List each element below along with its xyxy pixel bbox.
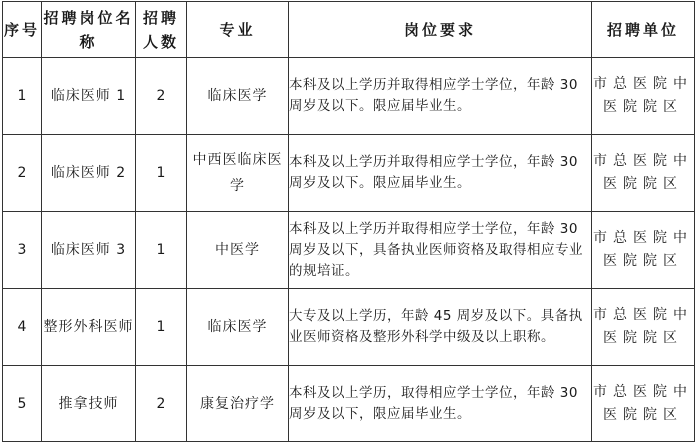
cell-count: 1: [136, 135, 187, 212]
header-post: 招聘岗位名称: [42, 2, 136, 58]
cell-no: 3: [3, 212, 42, 289]
cell-count: 1: [136, 289, 187, 366]
cell-requirement: 本科及以上学历并取得相应学士学位，年龄 30 周岁及以下。限应届毕业生。: [289, 58, 592, 135]
cell-post: 推拿技师: [42, 366, 136, 442]
table-row: [3, 58, 695, 135]
cell-major: 中医学: [187, 212, 289, 289]
cell-major: 中西医临床医学: [187, 135, 289, 212]
cell-count: 2: [136, 366, 187, 442]
header-count: 招聘人数: [136, 2, 187, 58]
cell-requirement: 本科及以上学历，取得相应学士学位，年龄 30 周岁及以下，限应届毕业生。: [289, 366, 592, 442]
cell-unit: 市总医院中医院院区: [592, 366, 695, 442]
recruitment-table: [2, 1, 695, 442]
table-row: [3, 212, 695, 289]
cell-unit: 市总医院中医院院区: [592, 58, 695, 135]
table-row: [3, 135, 695, 212]
cell-requirement: 本科及以上学历并取得相应学士学位，年龄 30 周岁及以下，具备执业医师资格及取得相应专业的规培证。: [289, 212, 592, 289]
cell-post: 临床医师 2: [42, 135, 136, 212]
cell-no: 1: [3, 58, 42, 135]
cell-major: 康复治疗学: [187, 366, 289, 442]
cell-count: 1: [136, 212, 187, 289]
cell-count: 2: [136, 58, 187, 135]
header-requirement: 岗位要求: [289, 2, 592, 58]
header-no: 序号: [3, 2, 42, 58]
cell-unit: 市总医院中医院院区: [592, 212, 695, 289]
cell-requirement: 本科及以上学历并取得相应学士学位，年龄 30 周岁及以下。限应届毕业生。: [289, 135, 592, 212]
table-row: [3, 366, 695, 442]
cell-requirement: 大专及以上学历，年龄 45 周岁及以下。具备执业医师资格及整形外科学中级及以上职称。: [289, 289, 592, 366]
header-major: 专业: [187, 2, 289, 58]
header-unit: 招聘单位: [592, 2, 695, 58]
cell-no: 4: [3, 289, 42, 366]
cell-no: 2: [3, 135, 42, 212]
table-row: [3, 289, 695, 366]
cell-major: 临床医学: [187, 289, 289, 366]
cell-post: 临床医师 1: [42, 58, 136, 135]
cell-post: 整形外科医师: [42, 289, 136, 366]
table-header-row: [3, 2, 695, 58]
cell-no: 5: [3, 366, 42, 442]
cell-unit: 市总医院中医院院区: [592, 289, 695, 366]
cell-major: 临床医学: [187, 58, 289, 135]
cell-post: 临床医师 3: [42, 212, 136, 289]
cell-unit: 市总医院中医院院区: [592, 135, 695, 212]
